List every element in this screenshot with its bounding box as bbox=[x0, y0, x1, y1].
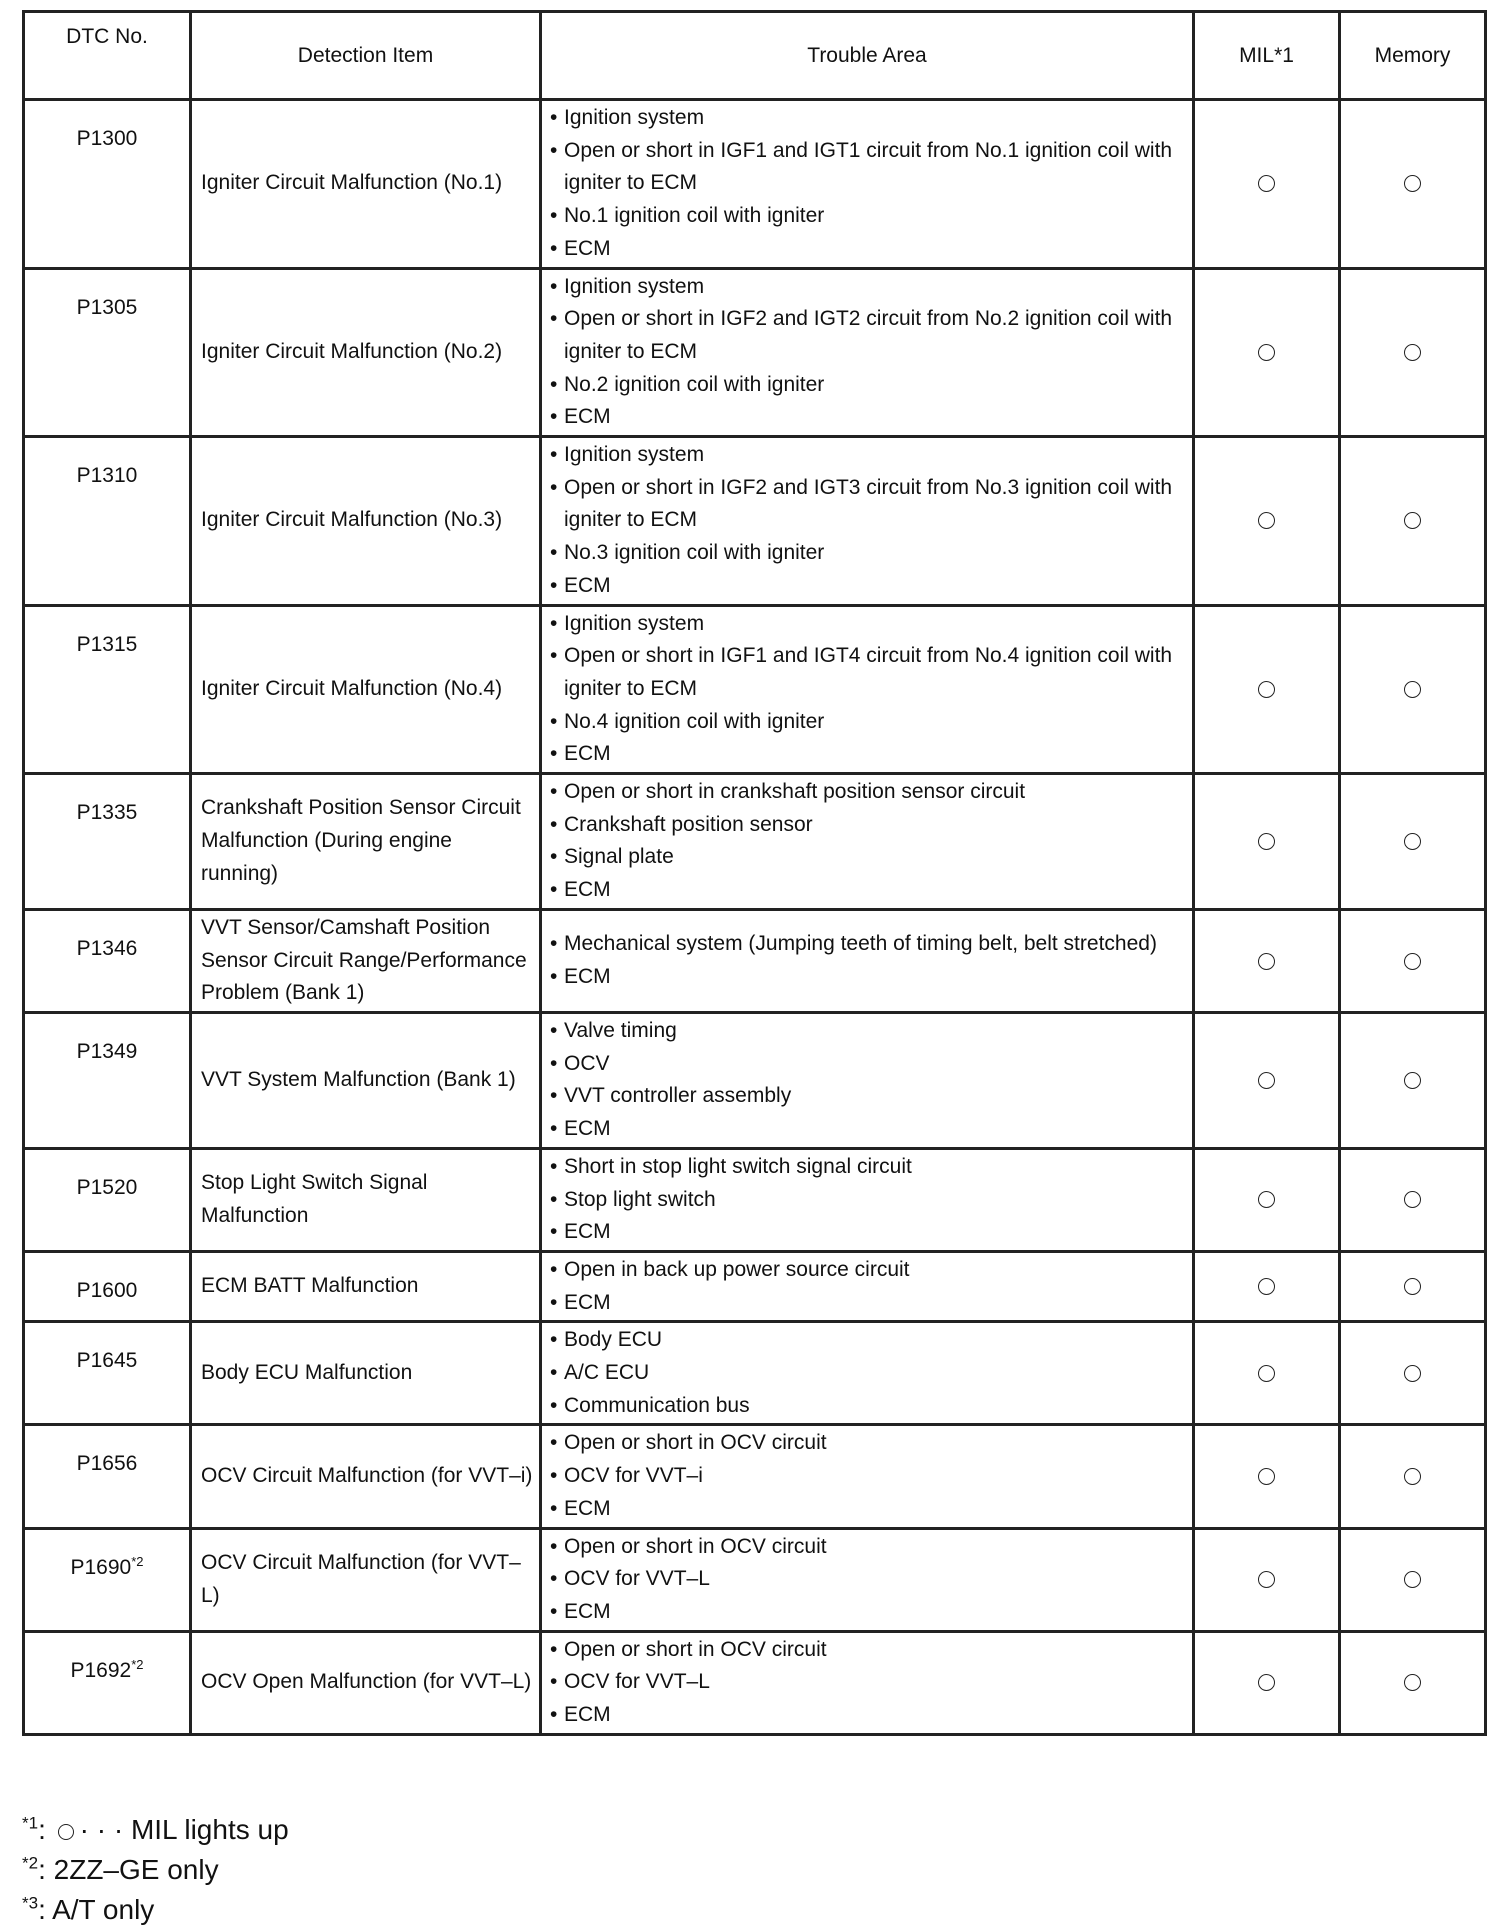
ellipsis-icon: · · · bbox=[79, 1814, 131, 1845]
dtc-code-text: P1600 bbox=[76, 1278, 138, 1302]
table-row bbox=[24, 1012, 1486, 1148]
trouble-area-item bbox=[550, 1080, 1186, 1113]
dtc-code-text: P1692 bbox=[70, 1658, 132, 1682]
circle-icon bbox=[1404, 1468, 1421, 1485]
dtc-code bbox=[24, 437, 191, 606]
circle-icon bbox=[1404, 344, 1421, 361]
dtc-code-text: P1656 bbox=[76, 1452, 138, 1476]
trouble-area-text: Communication bus bbox=[564, 1393, 750, 1417]
bullet-icon: • bbox=[550, 1703, 558, 1727]
memory-cell bbox=[1340, 1631, 1486, 1734]
header-trouble-area: Trouble Area bbox=[541, 12, 1194, 100]
circle-icon bbox=[1258, 1468, 1275, 1485]
mil-cell bbox=[1194, 909, 1340, 1012]
footnote: $^{*2}$: 2ZZ–GE only bbox=[22, 1853, 219, 1885]
trouble-area-item bbox=[550, 271, 1186, 304]
memory-cell bbox=[1340, 1425, 1486, 1528]
trouble-area-text: ECM bbox=[564, 964, 611, 988]
bullet-icon: • bbox=[550, 1257, 558, 1281]
trouble-area-text: Ignition system bbox=[564, 106, 705, 129]
trouble-area-item bbox=[550, 472, 1186, 537]
trouble-area bbox=[541, 100, 1194, 269]
memory-cell bbox=[1340, 1012, 1486, 1148]
detection-item: VVT Sensor/Camshaft Position Sensor Circuit Range/Performance Problem (Bank 1) bbox=[191, 909, 541, 1012]
footnote: $^{*1}$: · · · MIL lights up bbox=[22, 1813, 289, 1845]
bullet-icon: • bbox=[550, 1084, 558, 1108]
memory-cell bbox=[1340, 437, 1486, 606]
trouble-area-text: ECM bbox=[564, 1599, 611, 1623]
memory-cell bbox=[1340, 1251, 1486, 1321]
mil-cell bbox=[1194, 1528, 1340, 1631]
detection-item: ECM BATT Malfunction bbox=[191, 1251, 541, 1321]
dtc-code-text: P1346 bbox=[76, 936, 138, 960]
trouble-area-item bbox=[550, 1357, 1186, 1390]
bullet-icon: • bbox=[550, 405, 558, 429]
mil-cell bbox=[1194, 1425, 1340, 1528]
detection-item: OCV Circuit Malfunction (for VVT–i) bbox=[191, 1425, 541, 1528]
trouble-area-text: Stop light switch bbox=[564, 1187, 716, 1211]
trouble-area-text: Open or short in IGF1 and IGT4 circuit from No.4 ignition coil with igniter to ECM bbox=[564, 644, 1173, 700]
bullet-icon: • bbox=[550, 106, 558, 129]
trouble-area-item bbox=[550, 102, 1186, 135]
bullet-icon: • bbox=[550, 878, 558, 902]
mil-cell bbox=[1194, 1322, 1340, 1425]
trouble-area-text: No.3 ignition coil with igniter bbox=[564, 541, 825, 565]
trouble-area-item bbox=[550, 1493, 1186, 1526]
detection-item: Igniter Circuit Malfunction (No.2) bbox=[191, 268, 541, 437]
circle-icon bbox=[1404, 1191, 1421, 1208]
dtc-code bbox=[24, 268, 191, 437]
bullet-icon: • bbox=[550, 780, 558, 804]
mil-cell bbox=[1194, 1631, 1340, 1734]
trouble-area-item bbox=[550, 961, 1186, 994]
circle-icon bbox=[1258, 1674, 1275, 1691]
detection-item: OCV Open Malfunction (for VVT–L) bbox=[191, 1631, 541, 1734]
trouble-area-item bbox=[550, 706, 1186, 739]
circle-icon bbox=[58, 1824, 74, 1840]
circle-icon bbox=[1404, 1365, 1421, 1382]
mil-cell bbox=[1194, 1012, 1340, 1148]
detection-item: Igniter Circuit Malfunction (No.4) bbox=[191, 605, 541, 774]
bullet-icon: • bbox=[550, 138, 558, 162]
trouble-area-text: Mechanical system (Jumping teeth of timing belt, belt stretched) bbox=[564, 932, 1157, 956]
trouble-area-text: A/C ECU bbox=[564, 1361, 650, 1385]
trouble-area-text: ECM bbox=[564, 742, 611, 766]
table-row bbox=[24, 1425, 1486, 1528]
circle-icon bbox=[1258, 1571, 1275, 1588]
dtc-code bbox=[24, 605, 191, 774]
table-row bbox=[24, 1322, 1486, 1425]
table-row bbox=[24, 1148, 1486, 1251]
header-detection-item: Detection Item bbox=[191, 12, 541, 100]
trouble-area-text: Open or short in IGF2 and IGT2 circuit from No.2 ignition coil with igniter to ECM bbox=[564, 307, 1173, 363]
trouble-area bbox=[541, 909, 1194, 1012]
trouble-area-item bbox=[550, 1596, 1186, 1629]
bullet-icon: • bbox=[550, 611, 558, 635]
footnote-text: MIL lights up bbox=[130, 1814, 289, 1845]
footnote-mark: *1 bbox=[22, 1813, 39, 1833]
trouble-area-text: Open or short in OCV circuit bbox=[564, 1431, 827, 1455]
header-row bbox=[24, 12, 1486, 100]
trouble-area-item bbox=[550, 1324, 1186, 1357]
trouble-area-item bbox=[550, 200, 1186, 233]
circle-icon bbox=[1258, 1191, 1275, 1208]
bullet-icon: • bbox=[550, 1393, 558, 1417]
dtc-code bbox=[24, 1631, 191, 1734]
circle-icon bbox=[1404, 175, 1421, 192]
trouble-area bbox=[541, 1148, 1194, 1251]
circle-icon bbox=[1258, 512, 1275, 529]
table-row bbox=[24, 605, 1486, 774]
table-row bbox=[24, 909, 1486, 1012]
trouble-area-item bbox=[550, 401, 1186, 434]
trouble-area-text: Ignition system bbox=[564, 611, 705, 635]
trouble-area-text: ECM bbox=[564, 878, 611, 902]
trouble-area-item bbox=[550, 1699, 1186, 1732]
trouble-area-item bbox=[550, 809, 1186, 842]
trouble-area-item bbox=[550, 928, 1186, 961]
circle-icon bbox=[1258, 681, 1275, 698]
table-row bbox=[24, 437, 1486, 606]
dtc-code bbox=[24, 1528, 191, 1631]
trouble-area-item bbox=[550, 1254, 1186, 1287]
dtc-code-text: P1335 bbox=[76, 801, 138, 825]
trouble-area bbox=[541, 1528, 1194, 1631]
mil-cell bbox=[1194, 1148, 1340, 1251]
bullet-icon: • bbox=[550, 964, 558, 988]
bullet-icon: • bbox=[550, 372, 558, 396]
bullet-icon: • bbox=[550, 1599, 558, 1623]
circle-icon bbox=[1404, 1072, 1421, 1089]
header-memory: Memory bbox=[1340, 12, 1486, 100]
trouble-area-item bbox=[550, 135, 1186, 200]
trouble-area-item bbox=[550, 1216, 1186, 1249]
bullet-icon: • bbox=[550, 1051, 558, 1075]
trouble-area-text: ECM bbox=[564, 1117, 611, 1141]
trouble-area-item bbox=[550, 439, 1186, 472]
table-row bbox=[24, 774, 1486, 910]
trouble-area bbox=[541, 774, 1194, 910]
trouble-area-text: Open or short in IGF1 and IGT1 circuit from No.1 ignition coil with igniter to ECM bbox=[564, 138, 1173, 195]
bullet-icon: • bbox=[550, 1018, 558, 1042]
memory-cell bbox=[1340, 605, 1486, 774]
bullet-icon: • bbox=[550, 1637, 558, 1661]
bullet-icon: • bbox=[550, 307, 558, 331]
bullet-icon: • bbox=[550, 1534, 558, 1558]
circle-icon bbox=[1404, 1571, 1421, 1588]
dtc-code-text: P1349 bbox=[76, 1039, 138, 1063]
trouble-area-item bbox=[550, 1634, 1186, 1667]
circle-icon bbox=[1404, 512, 1421, 529]
dtc-code bbox=[24, 1148, 191, 1251]
trouble-area-text: Valve timing bbox=[564, 1018, 677, 1042]
detection-item: Stop Light Switch Signal Malfunction bbox=[191, 1148, 541, 1251]
footnotes bbox=[22, 1810, 289, 1930]
trouble-area-item bbox=[550, 233, 1186, 266]
circle-icon bbox=[1404, 833, 1421, 850]
footnote-text: 2ZZ–GE only bbox=[53, 1854, 219, 1885]
memory-cell bbox=[1340, 774, 1486, 910]
dtc-code-text: P1310 bbox=[76, 464, 138, 488]
mil-cell bbox=[1194, 268, 1340, 437]
dtc-code bbox=[24, 909, 191, 1012]
bullet-icon: • bbox=[550, 1361, 558, 1385]
bullet-icon: • bbox=[550, 742, 558, 766]
circle-icon bbox=[1258, 1365, 1275, 1382]
footnote-mark: *2 bbox=[22, 1853, 39, 1873]
bullet-icon: • bbox=[550, 845, 558, 869]
trouble-area-text: ECM bbox=[564, 236, 611, 260]
trouble-area-text: Short in stop light switch signal circuit bbox=[564, 1154, 912, 1178]
trouble-area bbox=[541, 1631, 1194, 1734]
circle-icon bbox=[1258, 344, 1275, 361]
dtc-code bbox=[24, 1425, 191, 1528]
dtc-code bbox=[24, 1012, 191, 1148]
header-mil: MIL*1 bbox=[1194, 12, 1340, 100]
table-row bbox=[24, 1631, 1486, 1734]
detection-item: VVT System Malfunction (Bank 1) bbox=[191, 1012, 541, 1148]
memory-cell bbox=[1340, 1322, 1486, 1425]
bullet-icon: • bbox=[550, 1187, 558, 1211]
trouble-area-text: Open or short in IGF2 and IGT3 circuit from No.3 ignition coil with igniter to ECM bbox=[564, 475, 1173, 532]
trouble-area-item bbox=[550, 738, 1186, 771]
trouble-area bbox=[541, 1322, 1194, 1425]
trouble-area-text: ECM bbox=[564, 573, 611, 597]
dtc-code-text: P1645 bbox=[76, 1349, 138, 1373]
trouble-area-item bbox=[550, 1015, 1186, 1048]
dtc-code-text: P1305 bbox=[76, 295, 138, 319]
circle-icon bbox=[1404, 1278, 1421, 1295]
detection-item: Igniter Circuit Malfunction (No.1) bbox=[191, 100, 541, 269]
memory-cell bbox=[1340, 268, 1486, 437]
bullet-icon: • bbox=[550, 1464, 558, 1488]
trouble-area-text: ECM bbox=[564, 1290, 611, 1314]
circle-icon bbox=[1258, 833, 1275, 850]
trouble-area-text: ECM bbox=[564, 1703, 611, 1727]
mil-cell bbox=[1194, 100, 1340, 269]
trouble-area-item bbox=[550, 1184, 1186, 1217]
circle-icon bbox=[1258, 1072, 1275, 1089]
dtc-code-text: P1520 bbox=[76, 1175, 138, 1199]
trouble-area-item bbox=[550, 1427, 1186, 1460]
trouble-area-item bbox=[550, 1666, 1186, 1699]
trouble-area-item bbox=[550, 1113, 1186, 1146]
trouble-area-item bbox=[550, 570, 1186, 603]
dtc-table bbox=[22, 10, 1487, 1736]
circle-icon bbox=[1258, 1278, 1275, 1295]
detection-item: OCV Circuit Malfunction (for VVT–L) bbox=[191, 1528, 541, 1631]
trouble-area-text: OCV for VVT–L bbox=[564, 1670, 710, 1694]
trouble-area-text: Crankshaft position sensor bbox=[564, 812, 813, 836]
memory-cell bbox=[1340, 909, 1486, 1012]
table-row bbox=[24, 1528, 1486, 1631]
trouble-area-item bbox=[550, 1287, 1186, 1320]
circle-icon bbox=[1258, 953, 1275, 970]
trouble-area bbox=[541, 437, 1194, 606]
mil-cell bbox=[1194, 774, 1340, 910]
bullet-icon: • bbox=[550, 1431, 558, 1455]
trouble-area-item bbox=[550, 369, 1186, 402]
trouble-area-text: Ignition system bbox=[564, 274, 705, 298]
dtc-code bbox=[24, 774, 191, 910]
bullet-icon: • bbox=[550, 812, 558, 836]
trouble-area-text: Open or short in crankshaft position sensor circuit bbox=[564, 780, 1026, 804]
trouble-area bbox=[541, 1012, 1194, 1148]
bullet-icon: • bbox=[550, 274, 558, 298]
trouble-area-item bbox=[550, 841, 1186, 874]
bullet-icon: • bbox=[550, 644, 558, 668]
table-row bbox=[24, 268, 1486, 437]
memory-cell bbox=[1340, 1148, 1486, 1251]
bullet-icon: • bbox=[550, 1496, 558, 1520]
trouble-area-item bbox=[550, 1151, 1186, 1184]
detection-item: Igniter Circuit Malfunction (No.3) bbox=[191, 437, 541, 606]
dtc-code-text: P1690 bbox=[70, 1555, 132, 1579]
header-dtc: DTC No. bbox=[24, 12, 191, 100]
bullet-icon: • bbox=[550, 1328, 558, 1352]
bullet-icon: • bbox=[550, 932, 558, 956]
trouble-area-text: OCV for VVT–L bbox=[564, 1567, 710, 1591]
trouble-area-text: No.4 ignition coil with igniter bbox=[564, 709, 825, 733]
circle-icon bbox=[1404, 1674, 1421, 1691]
trouble-area bbox=[541, 1425, 1194, 1528]
trouble-area-text: Open in back up power source circuit bbox=[564, 1257, 910, 1281]
trouble-area-item bbox=[550, 776, 1186, 809]
trouble-area-item bbox=[550, 640, 1186, 705]
trouble-area-item bbox=[550, 874, 1186, 907]
trouble-area-item bbox=[550, 1531, 1186, 1564]
dtc-code bbox=[24, 100, 191, 269]
trouble-area-item bbox=[550, 1460, 1186, 1493]
trouble-area bbox=[541, 268, 1194, 437]
trouble-area-item bbox=[550, 1563, 1186, 1596]
trouble-area-text: Ignition system bbox=[564, 443, 705, 467]
bullet-icon: • bbox=[550, 541, 558, 565]
trouble-area-text: ECM bbox=[564, 1220, 611, 1244]
mil-cell bbox=[1194, 605, 1340, 774]
circle-icon bbox=[1404, 953, 1421, 970]
circle-icon bbox=[1258, 175, 1275, 192]
detection-item: Crankshaft Position Sensor Circuit Malfunction (During engine running) bbox=[191, 774, 541, 910]
trouble-area-text: OCV bbox=[564, 1051, 610, 1075]
trouble-area-item bbox=[550, 1048, 1186, 1081]
dtc-code-text: P1300 bbox=[76, 127, 138, 150]
footnote: $^{*3}$: A/T only bbox=[22, 1893, 155, 1925]
circle-icon bbox=[1404, 681, 1421, 698]
table-row bbox=[24, 1251, 1486, 1321]
bullet-icon: • bbox=[550, 1567, 558, 1591]
bullet-icon: • bbox=[550, 1290, 558, 1314]
dtc-code bbox=[24, 1322, 191, 1425]
trouble-area bbox=[541, 605, 1194, 774]
memory-cell bbox=[1340, 1528, 1486, 1631]
footnote-mark: *3 bbox=[22, 1893, 39, 1913]
bullet-icon: • bbox=[550, 1154, 558, 1178]
detection-item: Body ECU Malfunction bbox=[191, 1322, 541, 1425]
trouble-area-item bbox=[550, 537, 1186, 570]
trouble-area-text: No.1 ignition coil with igniter bbox=[564, 204, 825, 228]
trouble-area-text: Body ECU bbox=[564, 1328, 663, 1352]
footnote-text: A/T only bbox=[52, 1894, 155, 1925]
trouble-area-text: Open or short in OCV circuit bbox=[564, 1637, 827, 1661]
bullet-icon: • bbox=[550, 443, 558, 467]
trouble-area-text: OCV for VVT–i bbox=[564, 1464, 703, 1488]
trouble-area-text: ECM bbox=[564, 1496, 611, 1520]
table-body bbox=[24, 100, 1486, 1735]
dtc-code bbox=[24, 1251, 191, 1321]
bullet-icon: • bbox=[550, 1117, 558, 1141]
trouble-area-text: No.2 ignition coil with igniter bbox=[564, 372, 825, 396]
bullet-icon: • bbox=[550, 475, 558, 499]
trouble-area-text: ECM bbox=[564, 405, 611, 429]
bullet-icon: • bbox=[550, 204, 558, 228]
table-row bbox=[24, 100, 1486, 269]
trouble-area-text: Open or short in OCV circuit bbox=[564, 1534, 827, 1558]
dtc-footnote-mark: *2 bbox=[131, 1553, 144, 1569]
dtc-code-text: P1315 bbox=[76, 632, 138, 656]
trouble-area-text: Signal plate bbox=[564, 845, 674, 869]
dtc-footnote-mark: *2 bbox=[131, 1656, 144, 1672]
trouble-area-text: VVT controller assembly bbox=[564, 1084, 792, 1108]
mil-cell bbox=[1194, 1251, 1340, 1321]
bullet-icon: • bbox=[550, 573, 558, 597]
bullet-icon: • bbox=[550, 236, 558, 260]
trouble-area-item bbox=[550, 1390, 1186, 1423]
bullet-icon: • bbox=[550, 1220, 558, 1244]
bullet-icon: • bbox=[550, 709, 558, 733]
trouble-area-item bbox=[550, 303, 1186, 368]
memory-cell bbox=[1340, 100, 1486, 269]
trouble-area bbox=[541, 1251, 1194, 1321]
mil-cell bbox=[1194, 437, 1340, 606]
bullet-icon: • bbox=[550, 1670, 558, 1694]
trouble-area-item bbox=[550, 608, 1186, 641]
